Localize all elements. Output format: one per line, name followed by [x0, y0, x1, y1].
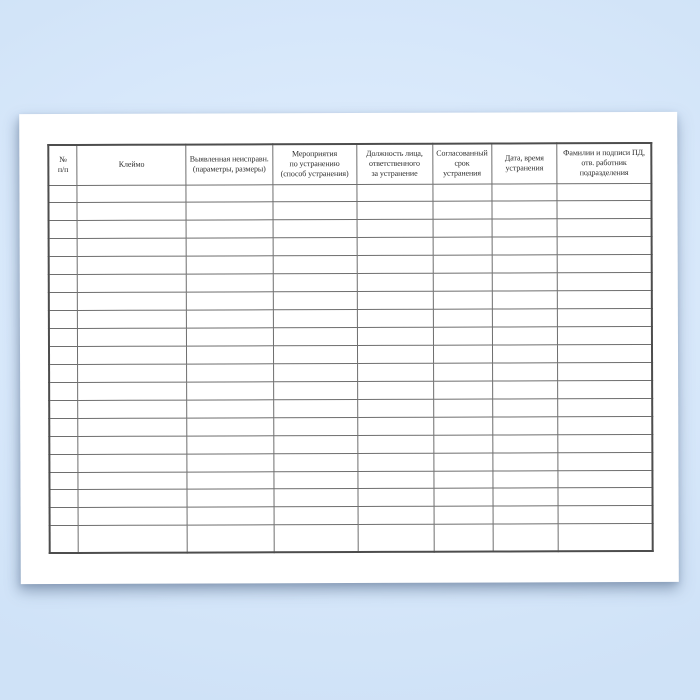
table-row: [49, 255, 652, 275]
cell-elimination-measures: [273, 220, 357, 238]
cell-detected-fault: [186, 274, 273, 292]
cell-elimination-measures: [274, 435, 358, 453]
cell-detected-fault: [187, 400, 274, 418]
cell-detected-fault: [186, 184, 273, 202]
cell-responsible-position: [357, 363, 433, 381]
cell-responsible-position: [357, 453, 433, 471]
cell-agreed-deadline: [433, 327, 492, 345]
cell-signatures: [558, 452, 652, 470]
cell-detected-fault: [186, 256, 273, 274]
cell-detected-fault: [186, 202, 273, 220]
table-row: [49, 488, 652, 508]
cell-agreed-deadline: [433, 219, 492, 237]
cell-responsible-position: [357, 345, 433, 363]
cell-agreed-deadline: [434, 524, 493, 551]
cell-row-number: [49, 490, 78, 508]
cell-agreed-deadline: [433, 381, 492, 399]
cell-row-number: [49, 472, 78, 490]
cell-elimination-measures: [274, 417, 358, 435]
cell-detected-fault: [186, 220, 273, 238]
cell-signatures: [558, 273, 652, 291]
cell-row-number: [49, 221, 78, 239]
cell-agreed-deadline: [433, 363, 492, 381]
cell-stamp: [78, 328, 187, 346]
column-header-signatures: Фамилии и подписи ПД, отв. работник подразделения: [557, 143, 651, 183]
cell-stamp: [77, 203, 186, 221]
cell-responsible-position: [358, 507, 434, 525]
column-header-row-number: № п/п: [48, 145, 77, 185]
cell-row-number: [49, 364, 78, 382]
column-header-detected-fault: Выявленная неисправн. (параметры, размеры): [186, 144, 273, 184]
cell-agreed-deadline: [434, 506, 493, 524]
cell-row-number: [49, 454, 78, 472]
cell-signatures: [558, 380, 652, 398]
cell-signatures: [558, 344, 652, 362]
table-row: [48, 183, 651, 203]
cell-detected-fault: [186, 328, 273, 346]
cell-elimination-datetime: [492, 309, 558, 327]
cell-stamp: [79, 525, 188, 553]
cell-elimination-measures: [273, 274, 357, 292]
cell-agreed-deadline: [433, 453, 492, 471]
cell-agreed-deadline: [433, 237, 492, 255]
cell-agreed-deadline: [433, 399, 492, 417]
cell-signatures: [558, 416, 652, 434]
cell-detected-fault: [187, 435, 274, 453]
cell-agreed-deadline: [434, 488, 493, 506]
cell-row-number: [49, 328, 78, 346]
cell-agreed-deadline: [433, 201, 492, 219]
cell-signatures: [557, 183, 651, 201]
cell-elimination-datetime: [492, 237, 558, 255]
cell-elimination-datetime: [493, 470, 559, 488]
cell-elimination-datetime: [492, 399, 558, 417]
cell-elimination-measures: [274, 525, 358, 552]
cell-detected-fault: [187, 507, 274, 525]
cell-signatures: [558, 506, 652, 524]
cell-elimination-measures: [274, 489, 358, 507]
table-body: [48, 183, 652, 553]
cell-signatures: [558, 488, 652, 506]
cell-elimination-measures: [274, 471, 358, 489]
table-row: [48, 201, 651, 221]
cell-agreed-deadline: [433, 184, 492, 202]
cell-stamp: [78, 256, 187, 274]
cell-detected-fault: [187, 364, 274, 382]
cell-agreed-deadline: [433, 435, 492, 453]
column-header-agreed-deadline: Согласованный срок устранения: [432, 144, 491, 184]
cell-row-number: [48, 203, 77, 221]
cell-detected-fault: [187, 453, 274, 471]
cell-stamp: [78, 310, 187, 328]
cell-stamp: [78, 292, 187, 310]
cell-agreed-deadline: [433, 309, 492, 327]
cell-stamp: [78, 238, 187, 256]
cell-elimination-datetime: [492, 345, 558, 363]
cell-elimination-measures: [273, 363, 357, 381]
cell-elimination-measures: [273, 202, 357, 220]
cell-elimination-measures: [273, 399, 357, 417]
cell-detected-fault: [186, 292, 273, 310]
cell-stamp: [77, 220, 186, 238]
cell-responsible-position: [358, 471, 434, 489]
cell-stamp: [78, 418, 187, 436]
cell-signatures: [557, 219, 651, 237]
defect-log-table: [47, 142, 653, 554]
cell-elimination-datetime: [492, 381, 558, 399]
cell-row-number: [49, 418, 78, 436]
table-row: [49, 309, 652, 329]
document-page: [19, 112, 679, 584]
cell-elimination-datetime: [493, 488, 559, 506]
cell-row-number: [50, 526, 79, 553]
cell-detected-fault: [186, 346, 273, 364]
cell-stamp: [78, 364, 187, 382]
cell-stamp: [78, 472, 187, 490]
column-header-elimination-measures: Мероприятия по устранению (способ устранения): [273, 144, 357, 184]
cell-elimination-datetime: [492, 327, 558, 345]
cell-responsible-position: [357, 255, 433, 273]
cell-row-number: [49, 239, 78, 257]
cell-elimination-measures: [273, 327, 357, 345]
cell-stamp: [78, 454, 187, 472]
cell-detected-fault: [187, 489, 274, 507]
cell-responsible-position: [357, 273, 433, 291]
cell-row-number: [48, 185, 77, 203]
cell-elimination-datetime: [492, 291, 558, 309]
cell-agreed-deadline: [433, 255, 492, 273]
cell-responsible-position: [357, 435, 433, 453]
cell-elimination-datetime: [492, 434, 558, 452]
cell-responsible-position: [357, 202, 433, 220]
cell-elimination-datetime: [492, 183, 558, 201]
cell-elimination-datetime: [492, 273, 558, 291]
cell-row-number: [50, 508, 79, 526]
cell-stamp: [78, 382, 187, 400]
cell-elimination-measures: [273, 184, 357, 202]
cell-detected-fault: [186, 310, 273, 328]
cell-stamp: [78, 490, 187, 508]
cell-stamp: [78, 436, 187, 454]
cell-elimination-datetime: [492, 363, 558, 381]
cell-responsible-position: [357, 327, 433, 345]
cell-responsible-position: [358, 489, 434, 507]
cell-row-number: [49, 400, 78, 418]
table-row: [49, 470, 652, 490]
cell-elimination-measures: [273, 256, 357, 274]
table-row: [49, 398, 652, 418]
cell-detected-fault: [187, 525, 274, 552]
cell-signatures: [558, 470, 652, 488]
cell-signatures: [558, 291, 652, 309]
cell-elimination-datetime: [492, 255, 558, 273]
cell-elimination-measures: [273, 381, 357, 399]
cell-agreed-deadline: [433, 273, 492, 291]
cell-elimination-measures: [274, 453, 358, 471]
cell-signatures: [558, 326, 652, 344]
cell-signatures: [558, 309, 652, 327]
cell-row-number: [49, 436, 78, 454]
cell-responsible-position: [358, 525, 434, 552]
table-row: [50, 524, 653, 553]
table-row: [49, 273, 652, 293]
cell-stamp: [77, 185, 186, 203]
cell-signatures: [559, 524, 653, 552]
column-header-stamp: Клеймо: [77, 145, 186, 185]
cell-elimination-measures: [273, 345, 357, 363]
cell-agreed-deadline: [434, 470, 493, 488]
cell-responsible-position: [357, 417, 433, 435]
cell-elimination-measures: [273, 310, 357, 328]
cell-signatures: [558, 398, 652, 416]
table-row: [49, 291, 652, 311]
cell-elimination-measures: [273, 238, 357, 256]
cell-agreed-deadline: [433, 291, 492, 309]
cell-responsible-position: [357, 184, 433, 202]
cell-stamp: [78, 507, 187, 525]
cell-signatures: [558, 434, 652, 452]
cell-detected-fault: [187, 417, 274, 435]
cell-row-number: [49, 346, 78, 364]
cell-elimination-datetime: [493, 524, 559, 551]
table-row: [50, 506, 653, 526]
cell-responsible-position: [357, 220, 433, 238]
cell-signatures: [558, 237, 652, 255]
cell-responsible-position: [357, 238, 433, 256]
cell-row-number: [49, 257, 78, 275]
table-row: [49, 344, 652, 364]
cell-responsible-position: [357, 399, 433, 417]
table-row: [49, 416, 652, 436]
cell-stamp: [78, 274, 187, 292]
cell-elimination-measures: [273, 292, 357, 310]
cell-responsible-position: [357, 291, 433, 309]
cell-agreed-deadline: [433, 345, 492, 363]
cell-row-number: [49, 293, 78, 311]
cell-row-number: [49, 311, 78, 329]
cell-stamp: [78, 346, 187, 364]
cell-signatures: [558, 362, 652, 380]
table-row: [49, 380, 652, 400]
cell-responsible-position: [357, 309, 433, 327]
column-header-elimination-datetime: Дата, время устранения: [491, 143, 557, 183]
cell-detected-fault: [186, 238, 273, 256]
cell-row-number: [49, 382, 78, 400]
cell-signatures: [558, 255, 652, 273]
cell-row-number: [49, 275, 78, 293]
header-row: [48, 143, 651, 185]
table-row: [49, 219, 652, 239]
cell-elimination-measures: [274, 507, 358, 525]
cell-detected-fault: [187, 382, 274, 400]
cell-elimination-datetime: [492, 201, 558, 219]
cell-elimination-datetime: [493, 452, 559, 470]
table-row: [49, 434, 652, 454]
cell-detected-fault: [187, 471, 274, 489]
cell-responsible-position: [357, 381, 433, 399]
table-row: [49, 452, 652, 472]
cell-stamp: [78, 400, 187, 418]
cell-signatures: [557, 201, 651, 219]
cell-elimination-datetime: [493, 506, 559, 524]
table-row: [49, 362, 652, 382]
cell-elimination-datetime: [492, 416, 558, 434]
table-row: [49, 237, 652, 257]
table-row: [49, 326, 652, 346]
column-header-responsible-position: Должность лица, ответственного за устранение: [356, 144, 432, 184]
cell-agreed-deadline: [433, 417, 492, 435]
cell-elimination-datetime: [492, 219, 558, 237]
